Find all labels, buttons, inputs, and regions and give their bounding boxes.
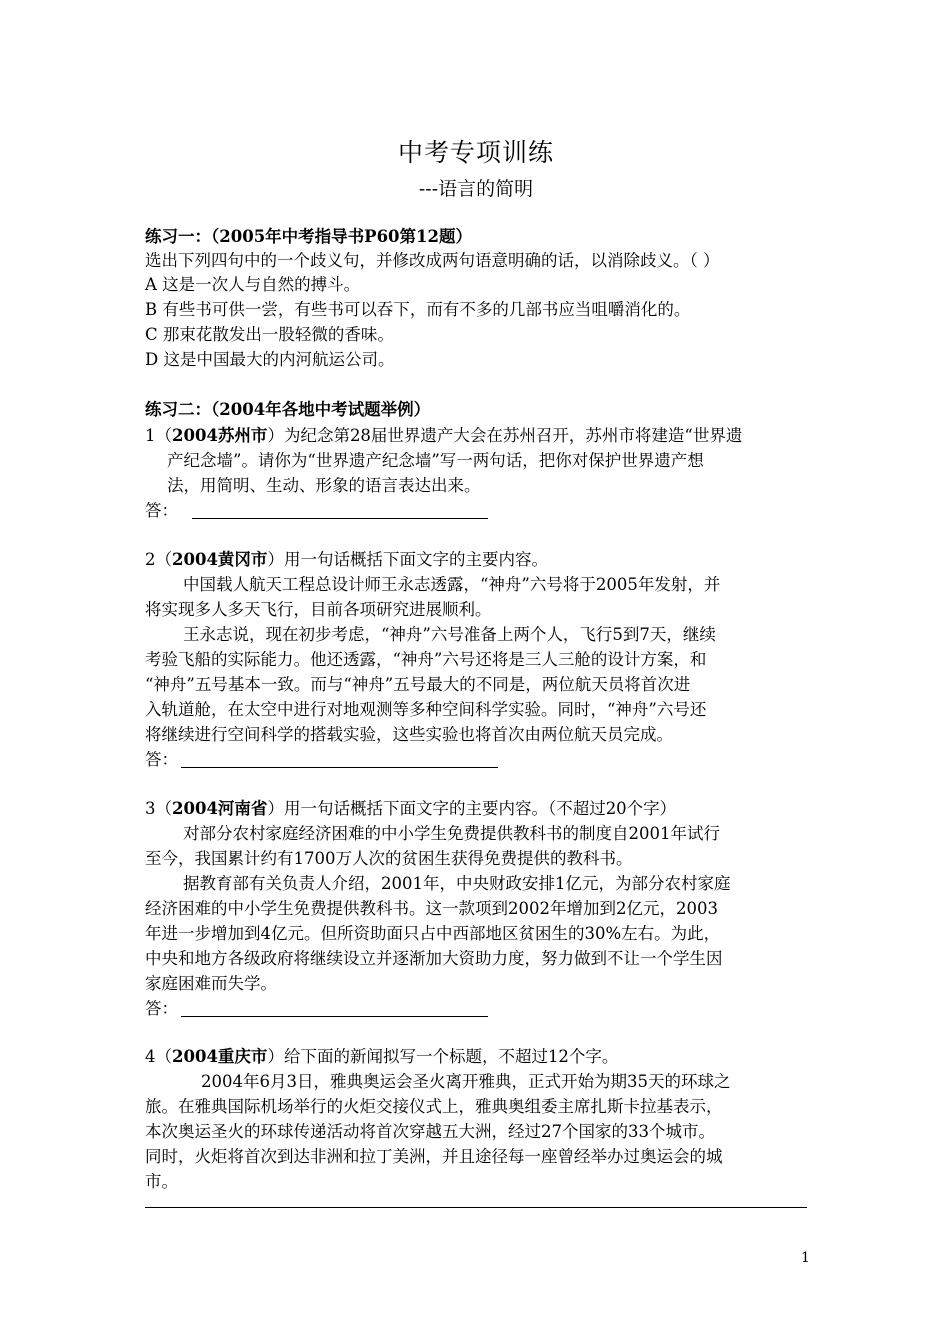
q1-source: 2004苏州市 bbox=[172, 426, 268, 445]
q4-answer-line[interactable] bbox=[145, 1207, 807, 1208]
q4-text-line-4: 同时，火炬将首次到达非洲和拉丁美洲，并且途径每一座曾经举办过奥运会的城 bbox=[145, 1147, 723, 1166]
q1-text-line-2: 产纪念墙”。请你为“世界遗产纪念墙”写一两句话，把你对保护世界遗产想 bbox=[167, 451, 704, 470]
page-number: 1 bbox=[801, 1250, 810, 1266]
q2-text-line-6: 入轨道舱，在太空中进行对地观测等多种空间科学实验。同时，“神舟”六号还 bbox=[145, 700, 707, 719]
q4-text-line-2: 旅。在雅典国际机场举行的火炬交接仪式上，雅典奥组委主席扎斯卡拉基表示， bbox=[145, 1097, 723, 1116]
q2-number: 2（ bbox=[145, 550, 172, 569]
q3-text-line-4: 经济困难的中小学生免费提供教科书。这一款项到2002年增加到2亿元，2003 bbox=[145, 899, 718, 918]
q1-number: 1（ bbox=[145, 426, 172, 445]
ex2-heading: 练习二：（2004年各地中考试题举例） bbox=[145, 400, 431, 419]
q2-text-line-5: “神舟”五号基本一致。而与“神舟”五号最大的不同是，两位航天员将首次进 bbox=[145, 675, 691, 694]
q4-text-line-5: 市。 bbox=[145, 1172, 178, 1191]
q4-text-line-3: 本次奥运圣火的环球传递活动将首次穿越五大洲，经过27个国家的33个城市。 bbox=[145, 1122, 715, 1141]
q3-text-line-2: 至今，我国累计约有1700万人次的贫困生获得免费提供的教科书。 bbox=[145, 849, 633, 868]
page-title: 中考专项训练 bbox=[397, 138, 554, 167]
q3-text-line-6: 中央和地方各级政府将继续设立并逐渐加大资助力度，努力做到不让一个学生因 bbox=[145, 949, 723, 968]
q3-source: 2004河南省 bbox=[172, 799, 268, 818]
q1-text-line-1: ）为纪念第28届世界遗产大会在苏州召开，苏州市将建造“世界遗 bbox=[267, 426, 743, 445]
q2-text-line-7: 将继续进行空间科学的搭载实验，这些实验也将首次由两位航天员完成。 bbox=[145, 725, 673, 744]
q4-number: 4（ bbox=[145, 1047, 172, 1066]
q2-prompt: ）用一句话概括下面文字的主要内容。 bbox=[267, 550, 548, 569]
q3-answer-line[interactable] bbox=[181, 1016, 488, 1017]
q1-answer-label: 答： bbox=[145, 501, 178, 520]
q3-text-line-3: 据教育部有关负责人介绍，2001年，中央财政安排1亿元，为部分农村家庭 bbox=[183, 874, 731, 893]
q1-answer-line[interactable] bbox=[192, 518, 488, 519]
q4-first-line bbox=[145, 1045, 618, 1069]
page-subtitle: ---语言的简明 bbox=[418, 178, 534, 200]
q3-text-line-5: 年进一步增加到4亿元。但所资助面只占中西部地区贫困生的30%左右。为此， bbox=[145, 924, 721, 943]
q3-first-line bbox=[145, 797, 676, 821]
q2-text-line-3: 王永志说，现在初步考虑，“神舟”六号准备上两个人，飞行5到7天，继续 bbox=[183, 625, 716, 644]
q2-text-line-2: 将实现多人多天飞行，目前各项研究进展顺利。 bbox=[145, 600, 492, 619]
q3-text-line-1: 对部分农村家庭经济困难的中小学生免费提供教科书的制度自2001年试行 bbox=[183, 824, 720, 843]
q2-text-line-4: 考验飞船的实际能力。他还透露，“神舟”六号还将是三人三舱的设计方案，和 bbox=[145, 650, 707, 669]
ex1-prompt: 选出下列四句中的一个歧义句，并修改成两句语意明确的话，以消除歧义。（ ） bbox=[145, 251, 720, 270]
q2-answer-line[interactable] bbox=[181, 767, 498, 768]
q2-source: 2004黄冈市 bbox=[172, 550, 268, 569]
ex1-heading: 练习一：（2005年中考指导书P60第12题） bbox=[145, 227, 473, 246]
q4-prompt: ）给下面的新闻拟写一个标题，不超过12个字。 bbox=[267, 1047, 619, 1066]
q3-answer-label: 答： bbox=[145, 999, 178, 1018]
q2-first-line bbox=[145, 548, 548, 572]
ex1-option-d: D 这是中国最大的内河航运公司。 bbox=[145, 350, 395, 369]
q4-source: 2004重庆市 bbox=[172, 1047, 268, 1066]
q1-first-line bbox=[145, 424, 742, 448]
q3-text-line-7: 家庭困难而失学。 bbox=[145, 974, 277, 993]
q4-text-line-1: 2004年6月3日，雅典奥运会圣火离开雅典，正式开始为期35天的环球之 bbox=[201, 1072, 731, 1091]
q3-number: 3（ bbox=[145, 799, 172, 818]
q2-answer-label: 答： bbox=[145, 750, 178, 769]
ex1-option-b: B 有些书可供一尝，有些书可以吞下，而有不多的几部书应当咀嚼消化的。 bbox=[145, 300, 691, 319]
q2-text-line-1: 中国载人航天工程总设计师王永志透露，“神舟”六号将于2005年发射，并 bbox=[183, 575, 721, 594]
ex1-option-c: C 那束花散发出一股轻微的香味。 bbox=[145, 325, 394, 344]
q3-prompt: ）用一句话概括下面文字的主要内容。（不超过20个字） bbox=[267, 799, 677, 818]
ex1-option-a: A 这是一次人与自然的搏斗。 bbox=[145, 275, 361, 294]
q1-text-line-3: 法，用简明、生动、形象的语言表达出来。 bbox=[167, 476, 481, 495]
